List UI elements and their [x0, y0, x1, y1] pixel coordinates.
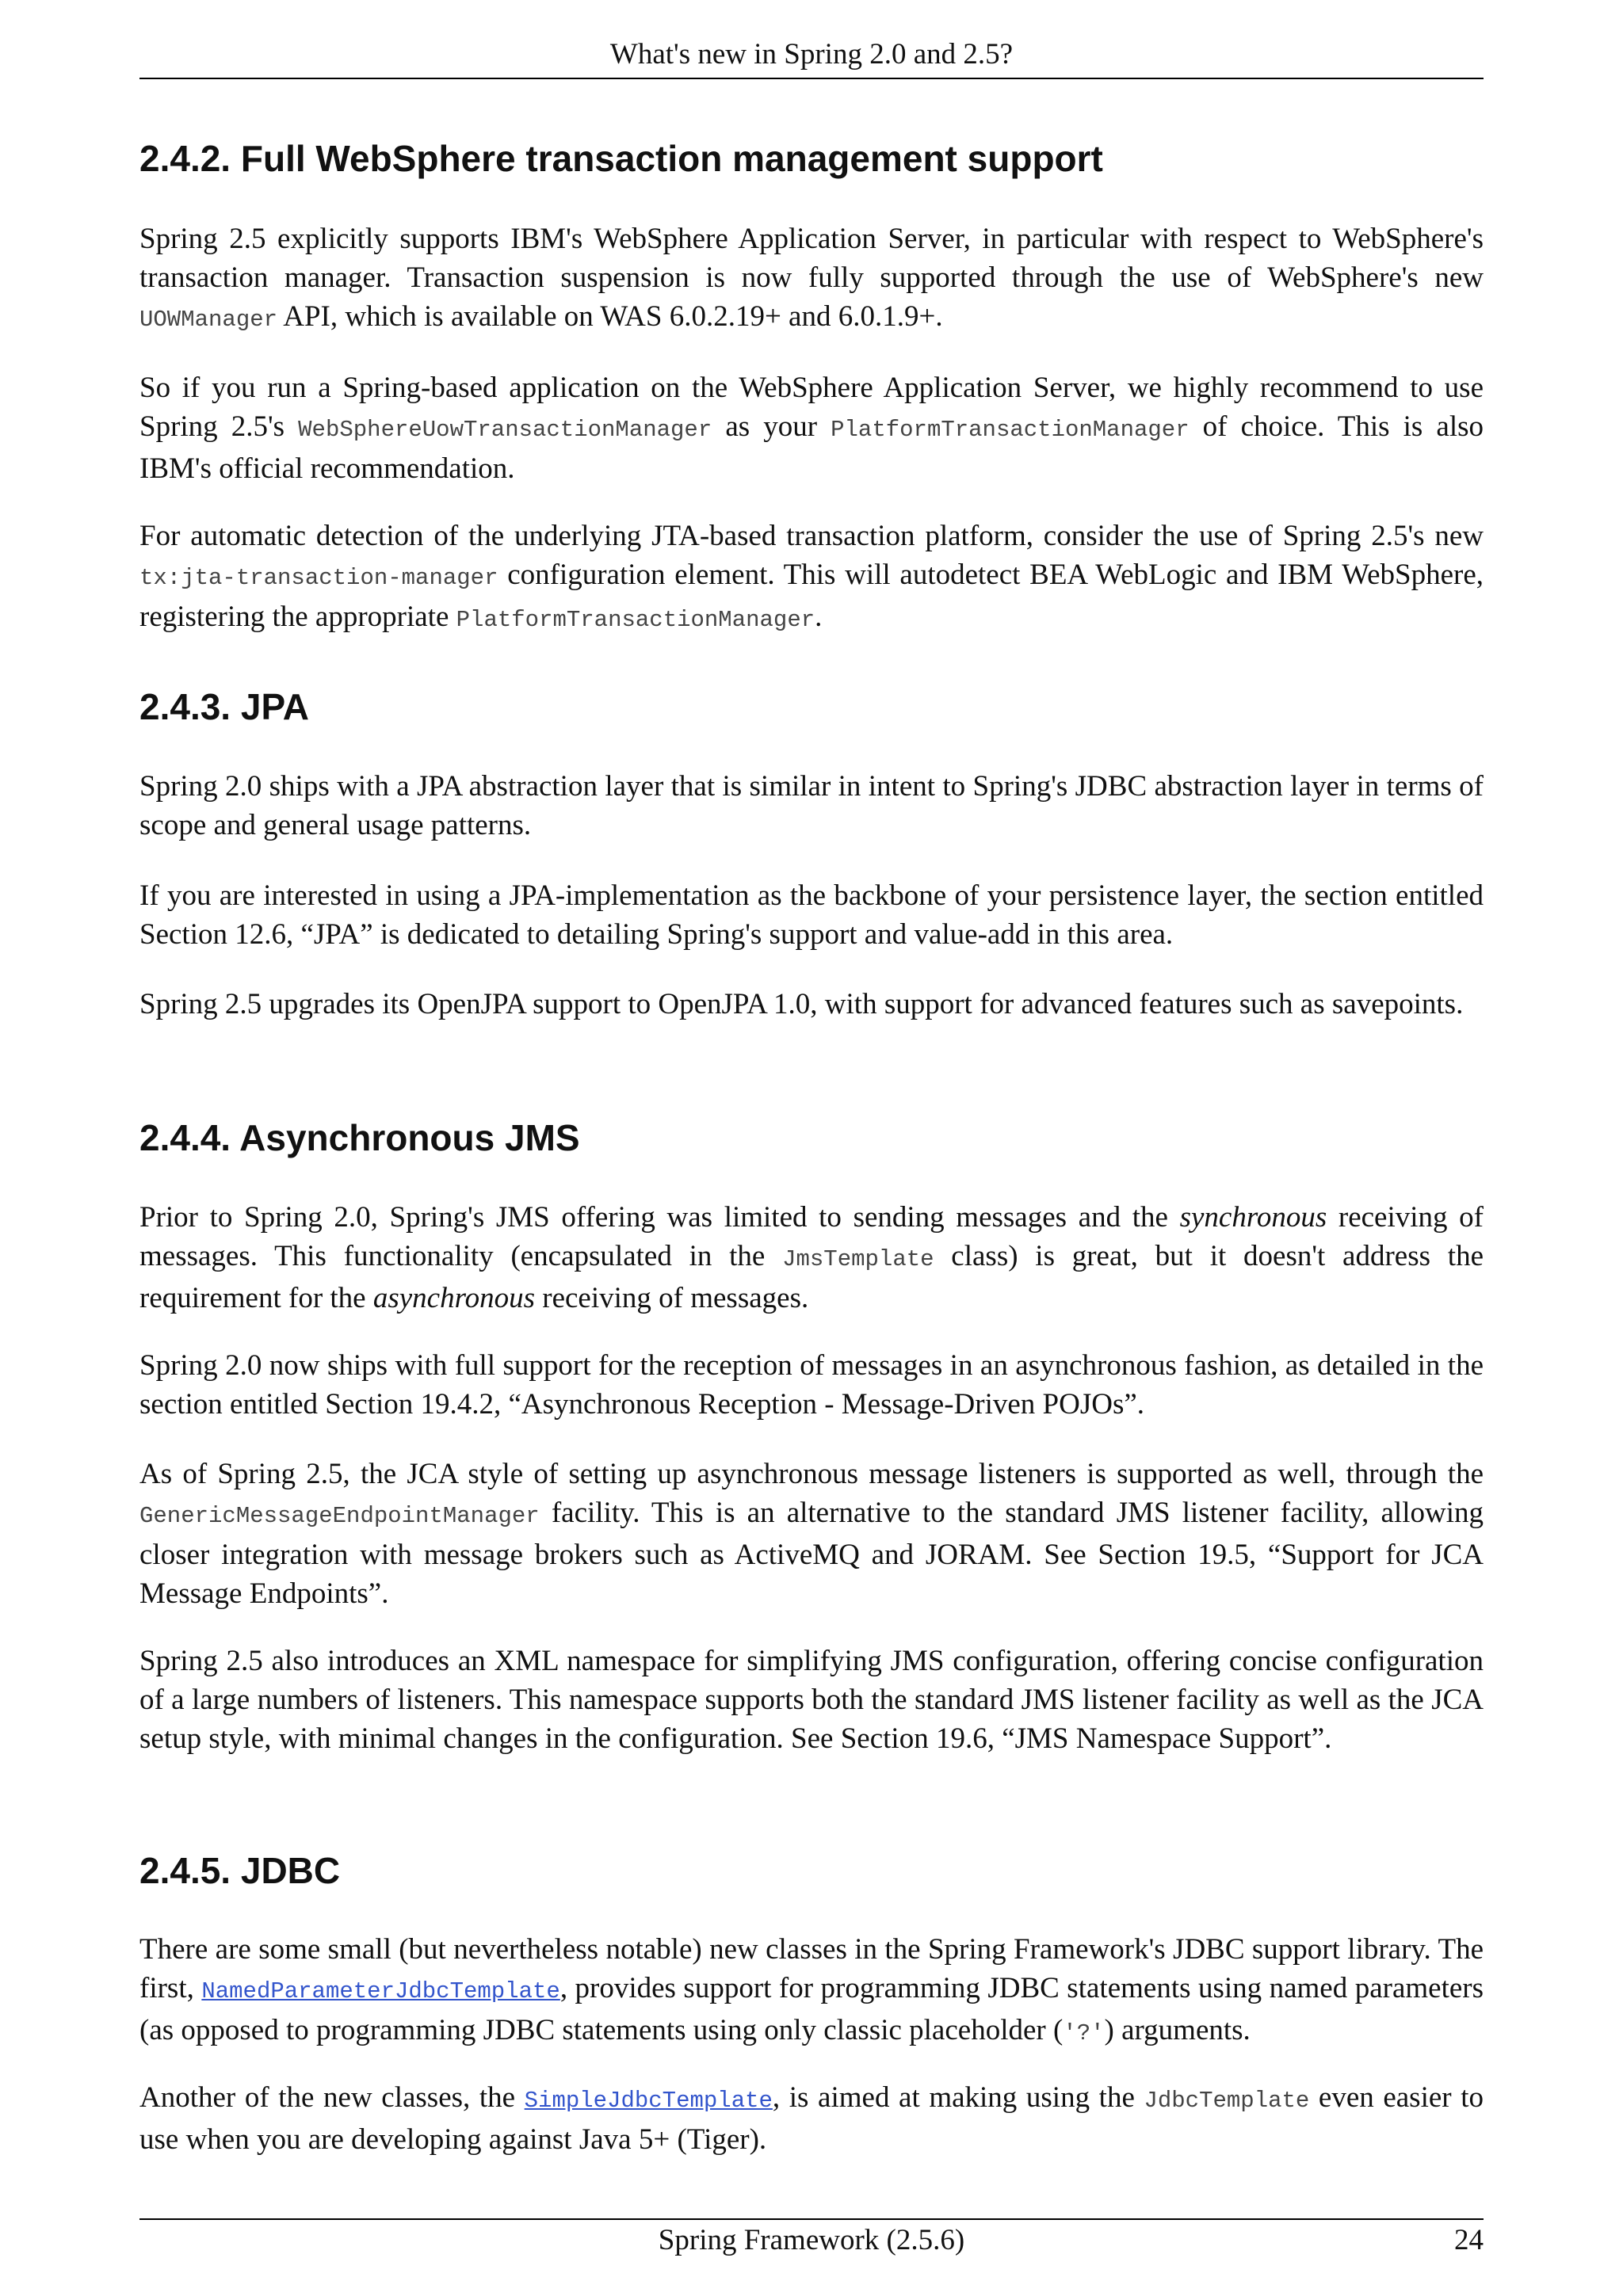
paragraph-jms-2: Spring 2.0 now ships with full support for the reception of messages in an asynchronous fashion, as detailed in the section entitled Section 19.4.2, “Asynchronous Reception - Message-Driven POJOs”.: [139, 1349, 1484, 1421]
paragraph-jdbc-2: Another of the new classes, the SimpleJdbcTemplate, is aimed at making using the JdbcTemplate even easier to use when you are developing against Java 5+ (Tiger).: [139, 2081, 1484, 2156]
paragraph-websphere-3: For automatic detection of the underlying JTA-based transaction platform, consider the use of Spring 2.5's new tx:jta-transaction-manager configuration element. This will autodetect BEA WebLogic and IBM WebSphere, registering the appropriate PlatformTransactionManager.: [139, 520, 1484, 633]
link-simple-jdbc-template[interactable]: SimpleJdbcTemplate: [524, 2088, 773, 2114]
section-heading-jdbc: 2.4.5. JDBC: [139, 1850, 341, 1891]
code-generic-endpoint-manager: GenericMessageEndpointManager: [139, 1503, 540, 1529]
paragraph-jms-3: As of Spring 2.5, the JCA style of setting up asynchronous message listeners is supported as well, through the GenericMessageEndpointManager facility. This is an alternative to the standard JMS listener facility, allowing closer integration with message brokers such as ActiveMQ and JORAM. See Section 19.5, “Support for JCA Message Endpoints”.: [139, 1458, 1484, 1610]
code-uowmanager: UOWManager: [139, 307, 278, 333]
code-jmstemplate: JmsTemplate: [782, 1246, 934, 1272]
emphasis-synchronous: synchronous: [1179, 1201, 1327, 1234]
emphasis-asynchronous: asynchronous: [372, 1282, 536, 1314]
paragraph-jpa-1: Spring 2.0 ships with a JPA abstraction layer that is similar in intent to Spring's JDBC abstraction layer in terms of scope and general usage patterns.: [139, 770, 1484, 841]
running-header: What's new in Spring 2.0 and 2.5?: [609, 38, 1014, 71]
footer-title: Spring Framework (2.5.6): [658, 2224, 965, 2256]
header-divider: [139, 78, 1484, 79]
code-placeholder: '?': [1063, 2020, 1105, 2046]
code-websphere-uow-tm: WebSphereUowTransactionManager: [298, 417, 712, 443]
section-heading-jms: 2.4.4. Asynchronous JMS: [139, 1117, 580, 1158]
code-platform-tm-2: PlatformTransactionManager: [456, 607, 815, 633]
code-jdbctemplate: JdbcTemplate: [1144, 2088, 1310, 2114]
code-jta-tm: tx:jta-transaction-manager: [139, 565, 498, 591]
paragraph-websphere-1: Spring 2.5 explicitly supports IBM's WebSphere Application Server, in particular with respect to WebSphere's transaction manager. Transaction suspension is now fully supported through the use of WebSphere's new UOWManager API, which is available on WAS 6.0.2.19+ and 6.0.1.9+.: [139, 223, 1484, 333]
code-platform-tm: PlatformTransactionManager: [831, 417, 1190, 443]
paragraph-jpa-2: If you are interested in using a JPA-implementation as the backbone of your persistence layer, the section entitled Section 12.6, “JPA” is dedicated to detailing Spring's support and value-add in this area.: [139, 879, 1484, 951]
page-number: 24: [1454, 2224, 1484, 2256]
paragraph-jms-4: Spring 2.5 also introduces an XML namespace for simplifying JMS configuration, offering concise configuration of a large numbers of listeners. This namespace supports both the standard JMS listener facility as well as the JCA setup style, with minimal changes in the configuration. See Section 19.6, “JMS Namespace Support”.: [139, 1645, 1484, 1755]
paragraph-websphere-2: So if you run a Spring-based application on the WebSphere Application Server, we highly recommend to use Spring 2.5's WebSphereUowTransactionManager as your PlatformTransactionManager of choice. This is also IBM's official recommendation.: [139, 372, 1484, 485]
section-heading-jpa: 2.4.3. JPA: [139, 686, 309, 727]
footer-divider: [139, 2218, 1484, 2220]
paragraph-jdbc-1: There are some small (but nevertheless notable) new classes in the Spring Framework's JDBC support library. The first, NamedParameterJdbcTemplate, provides support for programming JDBC statements using named parameters (as opposed to programming JDBC statements using only classic placeholder ('?') arguments.: [139, 1933, 1484, 2046]
paragraph-jms-1: Prior to Spring 2.0, Spring's JMS offering was limited to sending messages and the synchronous receiving of messages. This functionality (encapsulated in the JmsTemplate class) is great, but it doesn't address the requirement for the asynchronous receiving of messages.: [139, 1201, 1484, 1314]
paragraph-jpa-3: Spring 2.5 upgrades its OpenJPA support to OpenJPA 1.0, with support for advanced features such as savepoints.: [139, 988, 1464, 1020]
link-named-parameter-jdbc-template[interactable]: NamedParameterJdbcTemplate: [201, 1978, 560, 2004]
section-heading-websphere: 2.4.2. Full WebSphere transaction management support: [139, 138, 1103, 179]
